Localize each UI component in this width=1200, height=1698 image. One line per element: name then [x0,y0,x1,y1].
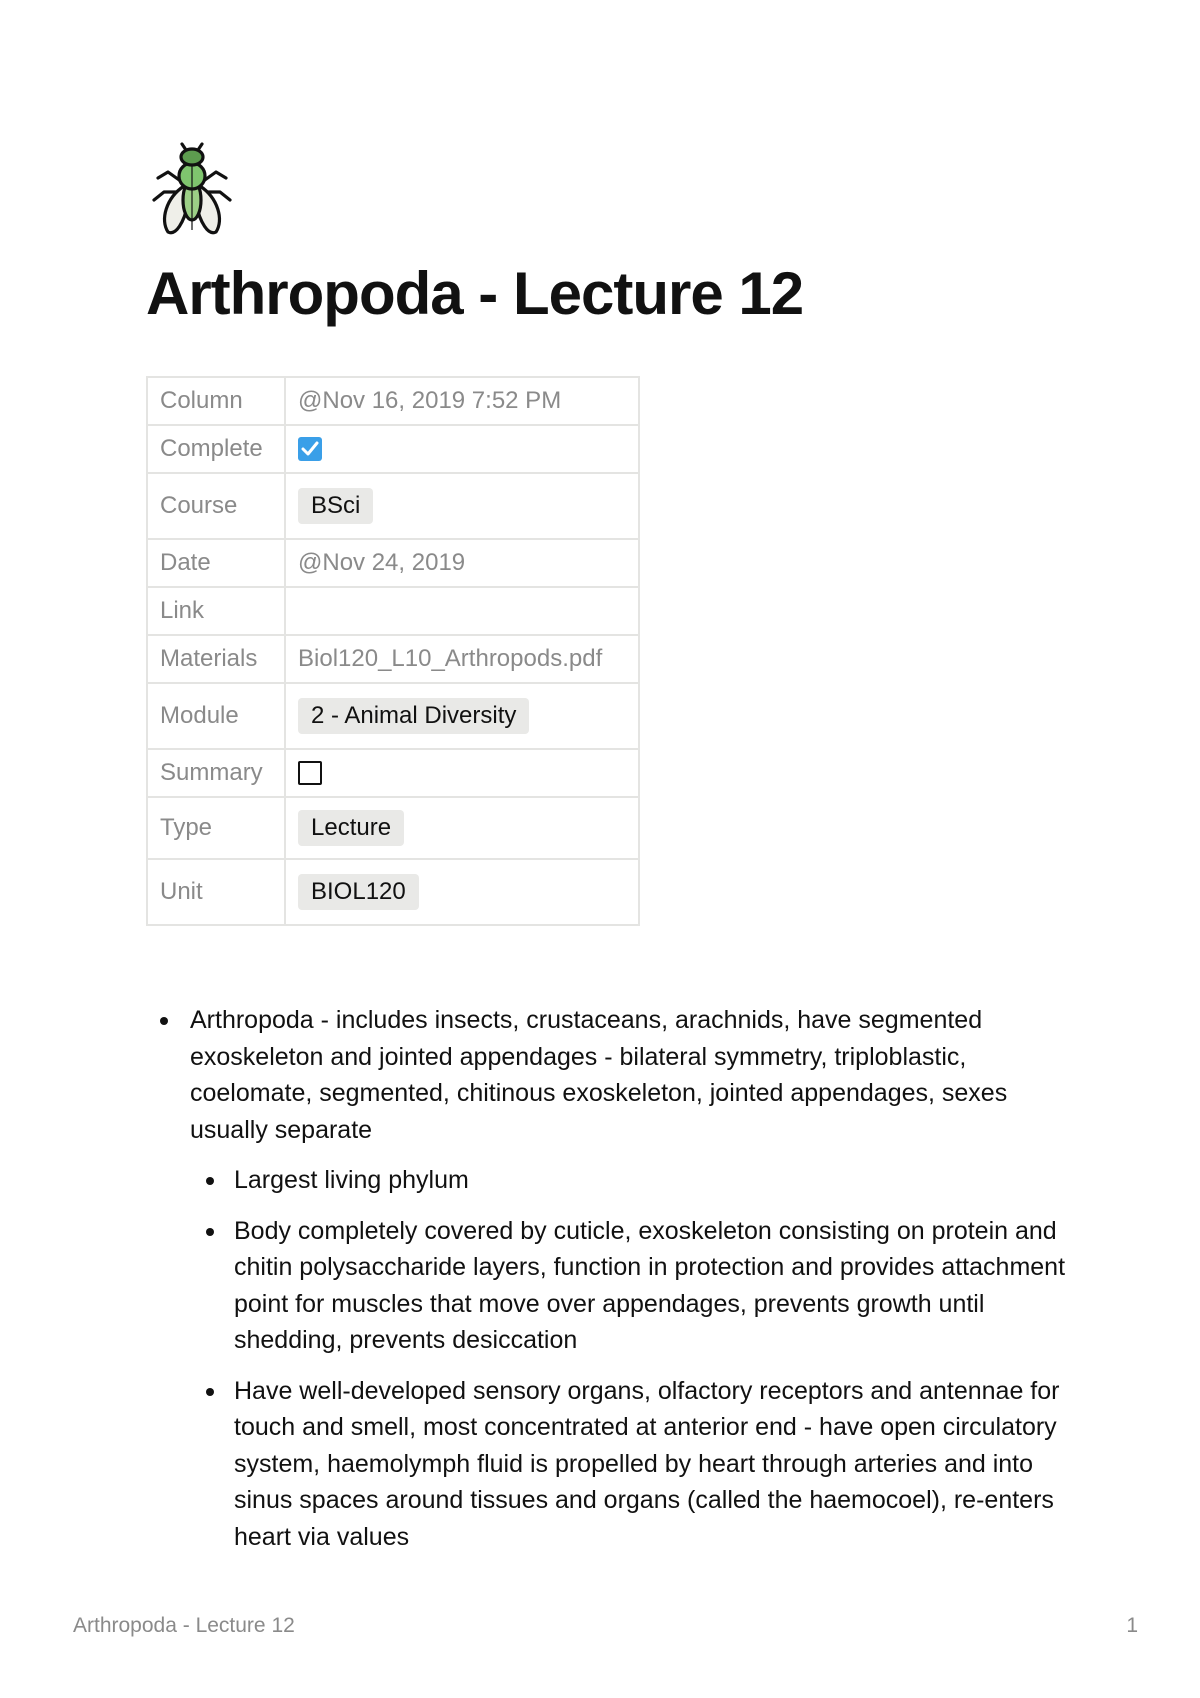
list-item[interactable] [192,1373,1070,1556]
property-date-value[interactable]: @Nov 16, 2019 7:52 PM [285,377,639,425]
property-row-course[interactable] [147,473,639,539]
property-row-module[interactable] [147,683,639,749]
bullet-icon [206,1177,214,1185]
property-row-summary[interactable] [147,749,639,797]
property-row-complete[interactable] [147,425,639,473]
link-value[interactable] [285,587,639,635]
list-item[interactable] [192,1213,1070,1359]
course-tag[interactable]: BSci [298,488,373,524]
property-label: Link [147,587,285,635]
property-row-materials[interactable] [147,635,639,683]
property-label: Type [147,797,285,859]
property-row-link[interactable] [147,587,639,635]
bullet-list [160,1002,1070,1555]
materials-file-link[interactable]: Biol120_L10_Arthropods.pdf [285,635,639,683]
property-label: Date [147,539,285,587]
list-item[interactable] [192,1162,1070,1199]
notes-body [160,1002,1070,1569]
bullet-icon [206,1228,214,1236]
property-row-column[interactable] [147,377,639,425]
property-row-date[interactable] [147,539,639,587]
property-date-value[interactable]: @Nov 24, 2019 [285,539,639,587]
property-label: Module [147,683,285,749]
footer-title: Arthropoda - Lecture 12 [73,1614,295,1637]
complete-checkbox[interactable] [298,437,322,461]
module-tag[interactable]: 2 - Animal Diversity [298,698,529,734]
property-label: Materials [147,635,285,683]
list-item-text: Have well-developed sensory organs, olfactory receptors and antennae for touch and smell, most concentrated at anterior end - have open circulatory system, haemolymph fluid is propelled by heart through arteries and into sinus spaces around tissues and organs (called the haemocoel), re-enters heart via values [234,1376,1060,1551]
page-title: Arthropoda - Lecture 12 [146,260,804,327]
fly-icon[interactable] [146,142,238,238]
property-row-unit[interactable] [147,859,639,925]
nested-bullet-list [192,1162,1070,1555]
checkmark-icon [301,441,319,457]
list-item-text: Largest living phylum [234,1166,469,1194]
properties-table [146,376,640,926]
unit-tag[interactable]: BIOL120 [298,874,419,910]
type-tag[interactable]: Lecture [298,810,404,846]
page-number: 1 [1126,1614,1138,1637]
bullet-icon [206,1388,214,1396]
property-label: Unit [147,859,285,925]
summary-checkbox[interactable] [298,761,322,785]
property-label: Complete [147,425,285,473]
bullet-icon [160,1017,168,1025]
list-item[interactable] [160,1002,1070,1555]
property-row-type[interactable] [147,797,639,859]
property-label: Column [147,377,285,425]
property-label: Course [147,473,285,539]
property-label: Summary [147,749,285,797]
list-item-text: Body completely covered by cuticle, exoskeleton consisting on protein and chitin polysaccharide layers, function in protection and provides attachment point for muscles that move over appendages, prevents growth until shedding, prevents desiccation [234,1216,1066,1354]
list-item-text: Arthropoda - includes insects, crustaceans, arachnids, have segmented exoskeleton and jointed appendages - bilateral symmetry, triploblastic, coelomate, segmented, chitinous exoskeleton, jointed appendages, sexes usually separate [190,1006,1008,1144]
